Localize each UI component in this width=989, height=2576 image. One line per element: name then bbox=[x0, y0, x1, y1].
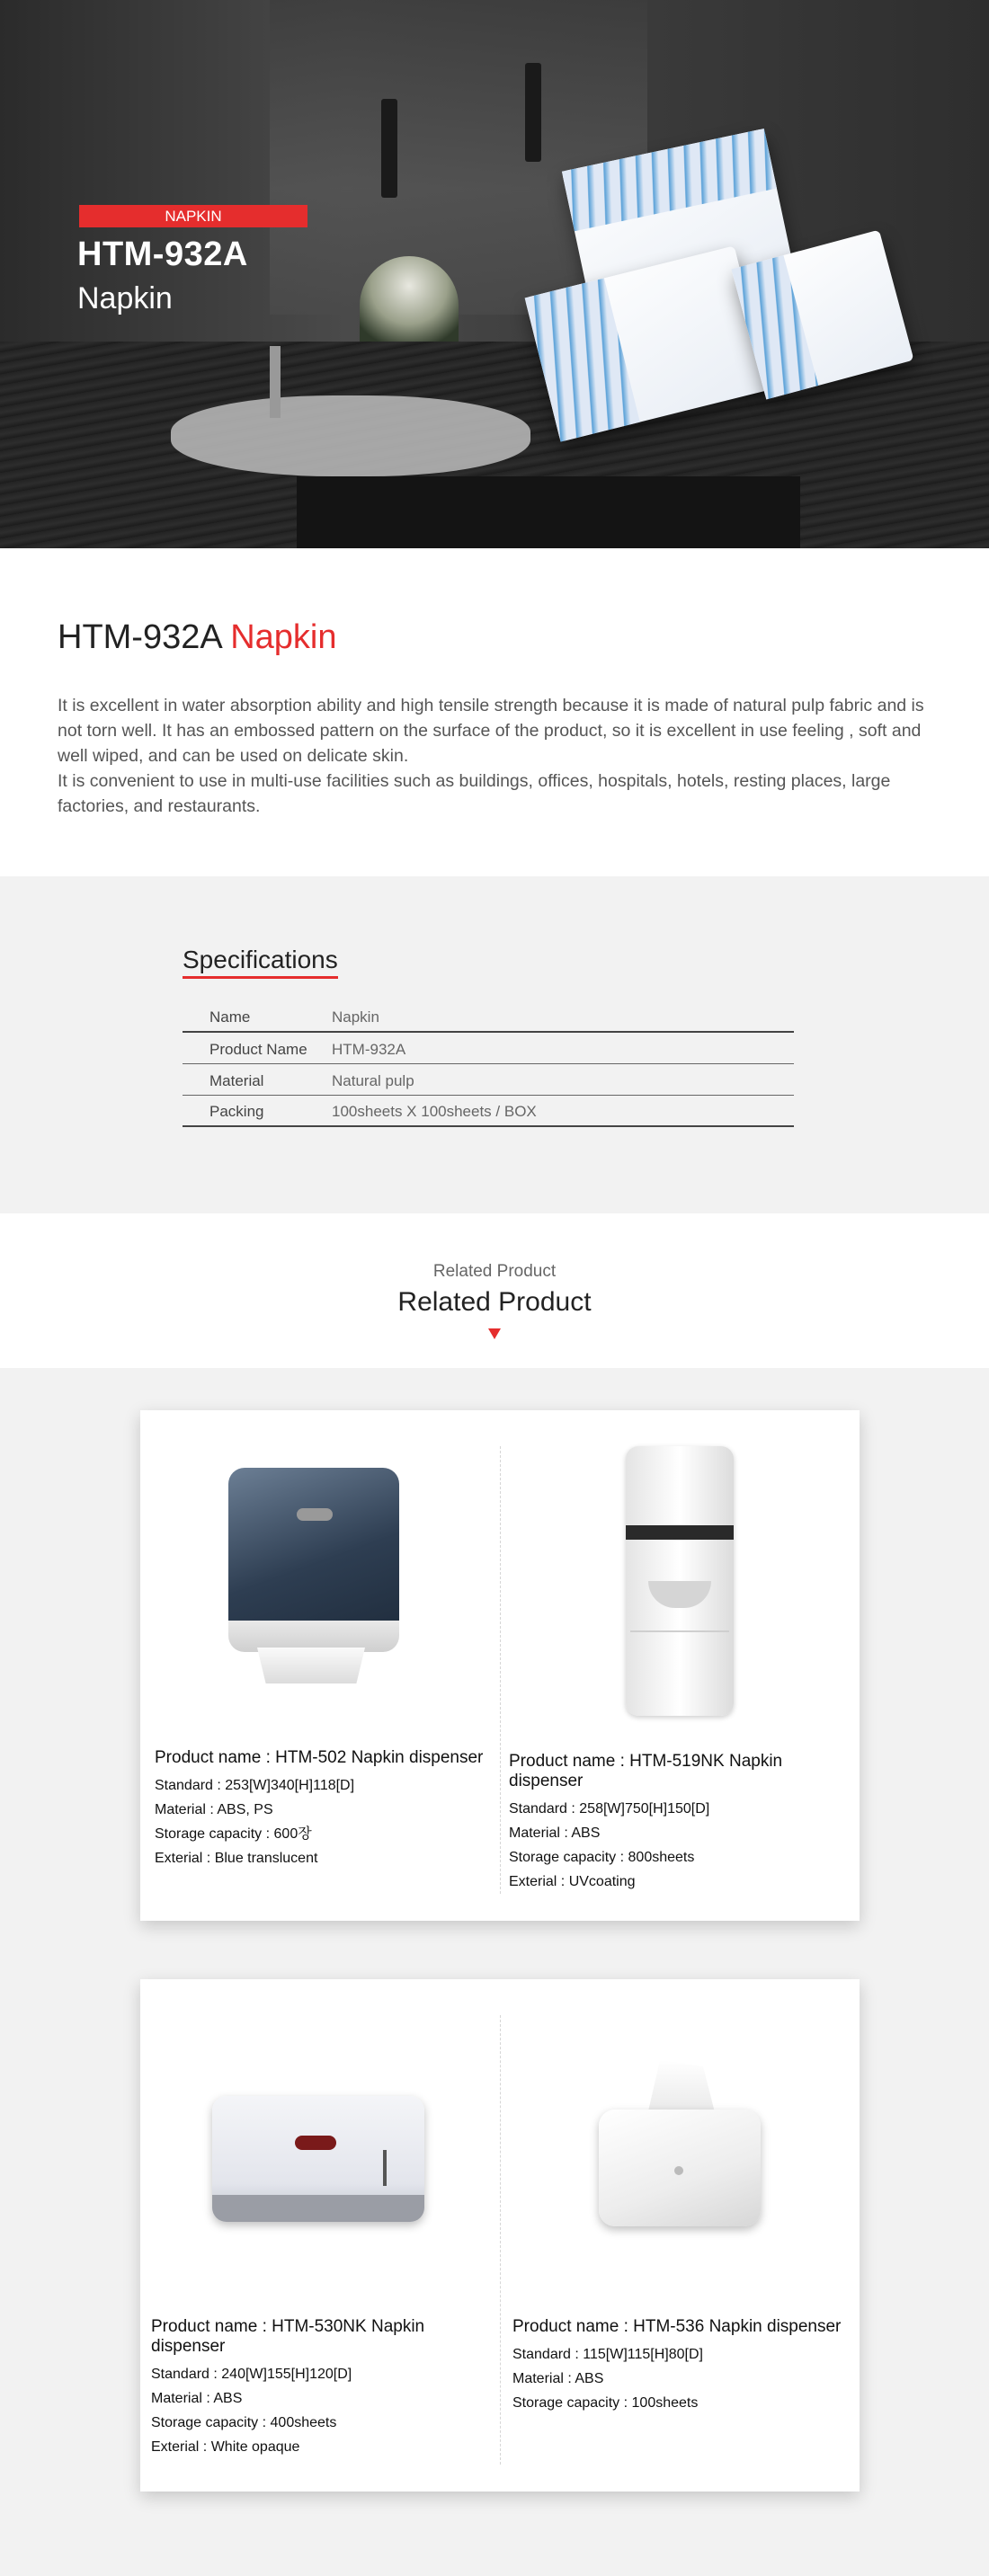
product-spec-line: Standard : 240[W]155[H]120[D] bbox=[151, 2367, 352, 2382]
hero-model-title: HTM-932A bbox=[77, 235, 248, 273]
napkin-dispenser-image[interactable] bbox=[212, 2096, 428, 2231]
page-title-model: HTM-932A bbox=[58, 618, 221, 656]
sink-icon bbox=[171, 395, 530, 476]
product-spec-line: Standard : 115[W]115[H]80[D] bbox=[512, 2347, 703, 2362]
product-item-htm-502[interactable] bbox=[140, 1410, 500, 1921]
spec-value: HTM-932A bbox=[332, 1040, 406, 1058]
spec-value: Natural pulp bbox=[332, 1071, 414, 1089]
product-description bbox=[58, 693, 948, 819]
napkin-box-image[interactable] bbox=[590, 2060, 770, 2249]
table-row bbox=[183, 1063, 794, 1095]
spec-value: 100sheets X 100sheets / BOX bbox=[332, 1103, 537, 1121]
spec-key: Material bbox=[209, 1071, 264, 1089]
faucet-icon bbox=[270, 346, 281, 418]
product-card bbox=[140, 1410, 860, 1921]
product-description-p1: It is excellent in water absorption ability and high tensile strength because it is made of natural pulp fabric and is not torn well. It has an embossed pattern on the surface of the product, so it is excellent in use feeling , soft and well wiped, and can be used on delicate skin. bbox=[58, 696, 924, 766]
product-spec-line: Material : ABS, PS bbox=[155, 1802, 273, 1817]
table-row bbox=[183, 1095, 794, 1126]
product-name[interactable]: Product name : HTM-530NK Napkin dispenser bbox=[151, 2317, 425, 2356]
product-spec-line: Material : ABS bbox=[509, 1825, 601, 1841]
product-info bbox=[155, 1748, 483, 1870]
napkin-dispenser-image[interactable] bbox=[223, 1468, 403, 1701]
specifications-title: Specifications bbox=[183, 946, 338, 979]
table-row bbox=[183, 1032, 794, 1063]
product-card bbox=[140, 1979, 860, 2492]
hero-category-tag: NAPKIN bbox=[79, 205, 307, 227]
hero-banner bbox=[0, 0, 989, 548]
product-spec-line: Storage capacity : 100sheets bbox=[512, 2395, 699, 2411]
page-title bbox=[58, 618, 989, 657]
product-info bbox=[512, 2317, 841, 2415]
hero-subtitle: Napkin bbox=[77, 281, 173, 315]
related-products-header bbox=[0, 1213, 989, 1368]
spec-key: Product Name bbox=[209, 1040, 307, 1058]
related-title: Related Product bbox=[397, 1287, 592, 1317]
napkin-dispenser-image[interactable] bbox=[617, 1446, 743, 1734]
related-products-grid bbox=[0, 1368, 989, 2576]
related-subtitle: Related Product bbox=[432, 1262, 557, 1281]
product-spec-line: Storage capacity : 800sheets bbox=[509, 1850, 695, 1865]
product-spec-line: Exterial : White opaque bbox=[151, 2439, 300, 2455]
flower-vase-icon bbox=[360, 256, 459, 355]
product-item-htm-519nk[interactable] bbox=[500, 1410, 860, 1921]
product-spec-line: Standard : 253[W]340[H]118[D] bbox=[155, 1778, 355, 1793]
product-info bbox=[509, 1752, 860, 1894]
product-name[interactable]: Product name : HTM-519NK Napkin dispenser bbox=[509, 1752, 783, 1790]
spec-key: Name bbox=[209, 1008, 251, 1026]
table-row bbox=[183, 1000, 794, 1032]
spec-value: Napkin bbox=[332, 1008, 379, 1026]
product-spec-line: Standard : 258[W]750[H]150[D] bbox=[509, 1801, 710, 1817]
product-spec-line: Material : ABS bbox=[512, 2371, 604, 2386]
product-intro bbox=[0, 548, 989, 876]
product-name[interactable]: Product name : HTM-536 Napkin dispenser bbox=[512, 2317, 842, 2336]
product-info bbox=[151, 2317, 500, 2459]
wall-lamp-icon bbox=[381, 99, 397, 198]
product-description-p2: It is convenient to use in multi-use facilities such as buildings, offices, hospitals, hotels, resting places, large factories, and restaurants. bbox=[58, 771, 891, 816]
product-spec-line: Material : ABS bbox=[151, 2391, 243, 2406]
product-spec-line: Storage capacity : 600장 bbox=[155, 1826, 312, 1842]
hero-background-cabinet bbox=[297, 476, 800, 548]
specifications-table bbox=[183, 1000, 794, 1127]
specifications-section bbox=[0, 876, 989, 1213]
page-title-category: Napkin bbox=[230, 618, 337, 656]
product-item-htm-530nk[interactable] bbox=[140, 1979, 500, 2492]
product-name[interactable]: Product name : HTM-502 Napkin dispenser bbox=[155, 1748, 484, 1767]
triangle-down-icon bbox=[488, 1328, 501, 1339]
product-spec-line: Exterial : UVcoating bbox=[509, 1874, 636, 1889]
spec-key: Packing bbox=[209, 1103, 264, 1121]
product-spec-line: Exterial : Blue translucent bbox=[155, 1851, 318, 1866]
wall-lamp-icon bbox=[525, 63, 541, 162]
product-item-htm-536[interactable] bbox=[500, 1979, 860, 2492]
product-spec-line: Storage capacity : 400sheets bbox=[151, 2415, 337, 2430]
